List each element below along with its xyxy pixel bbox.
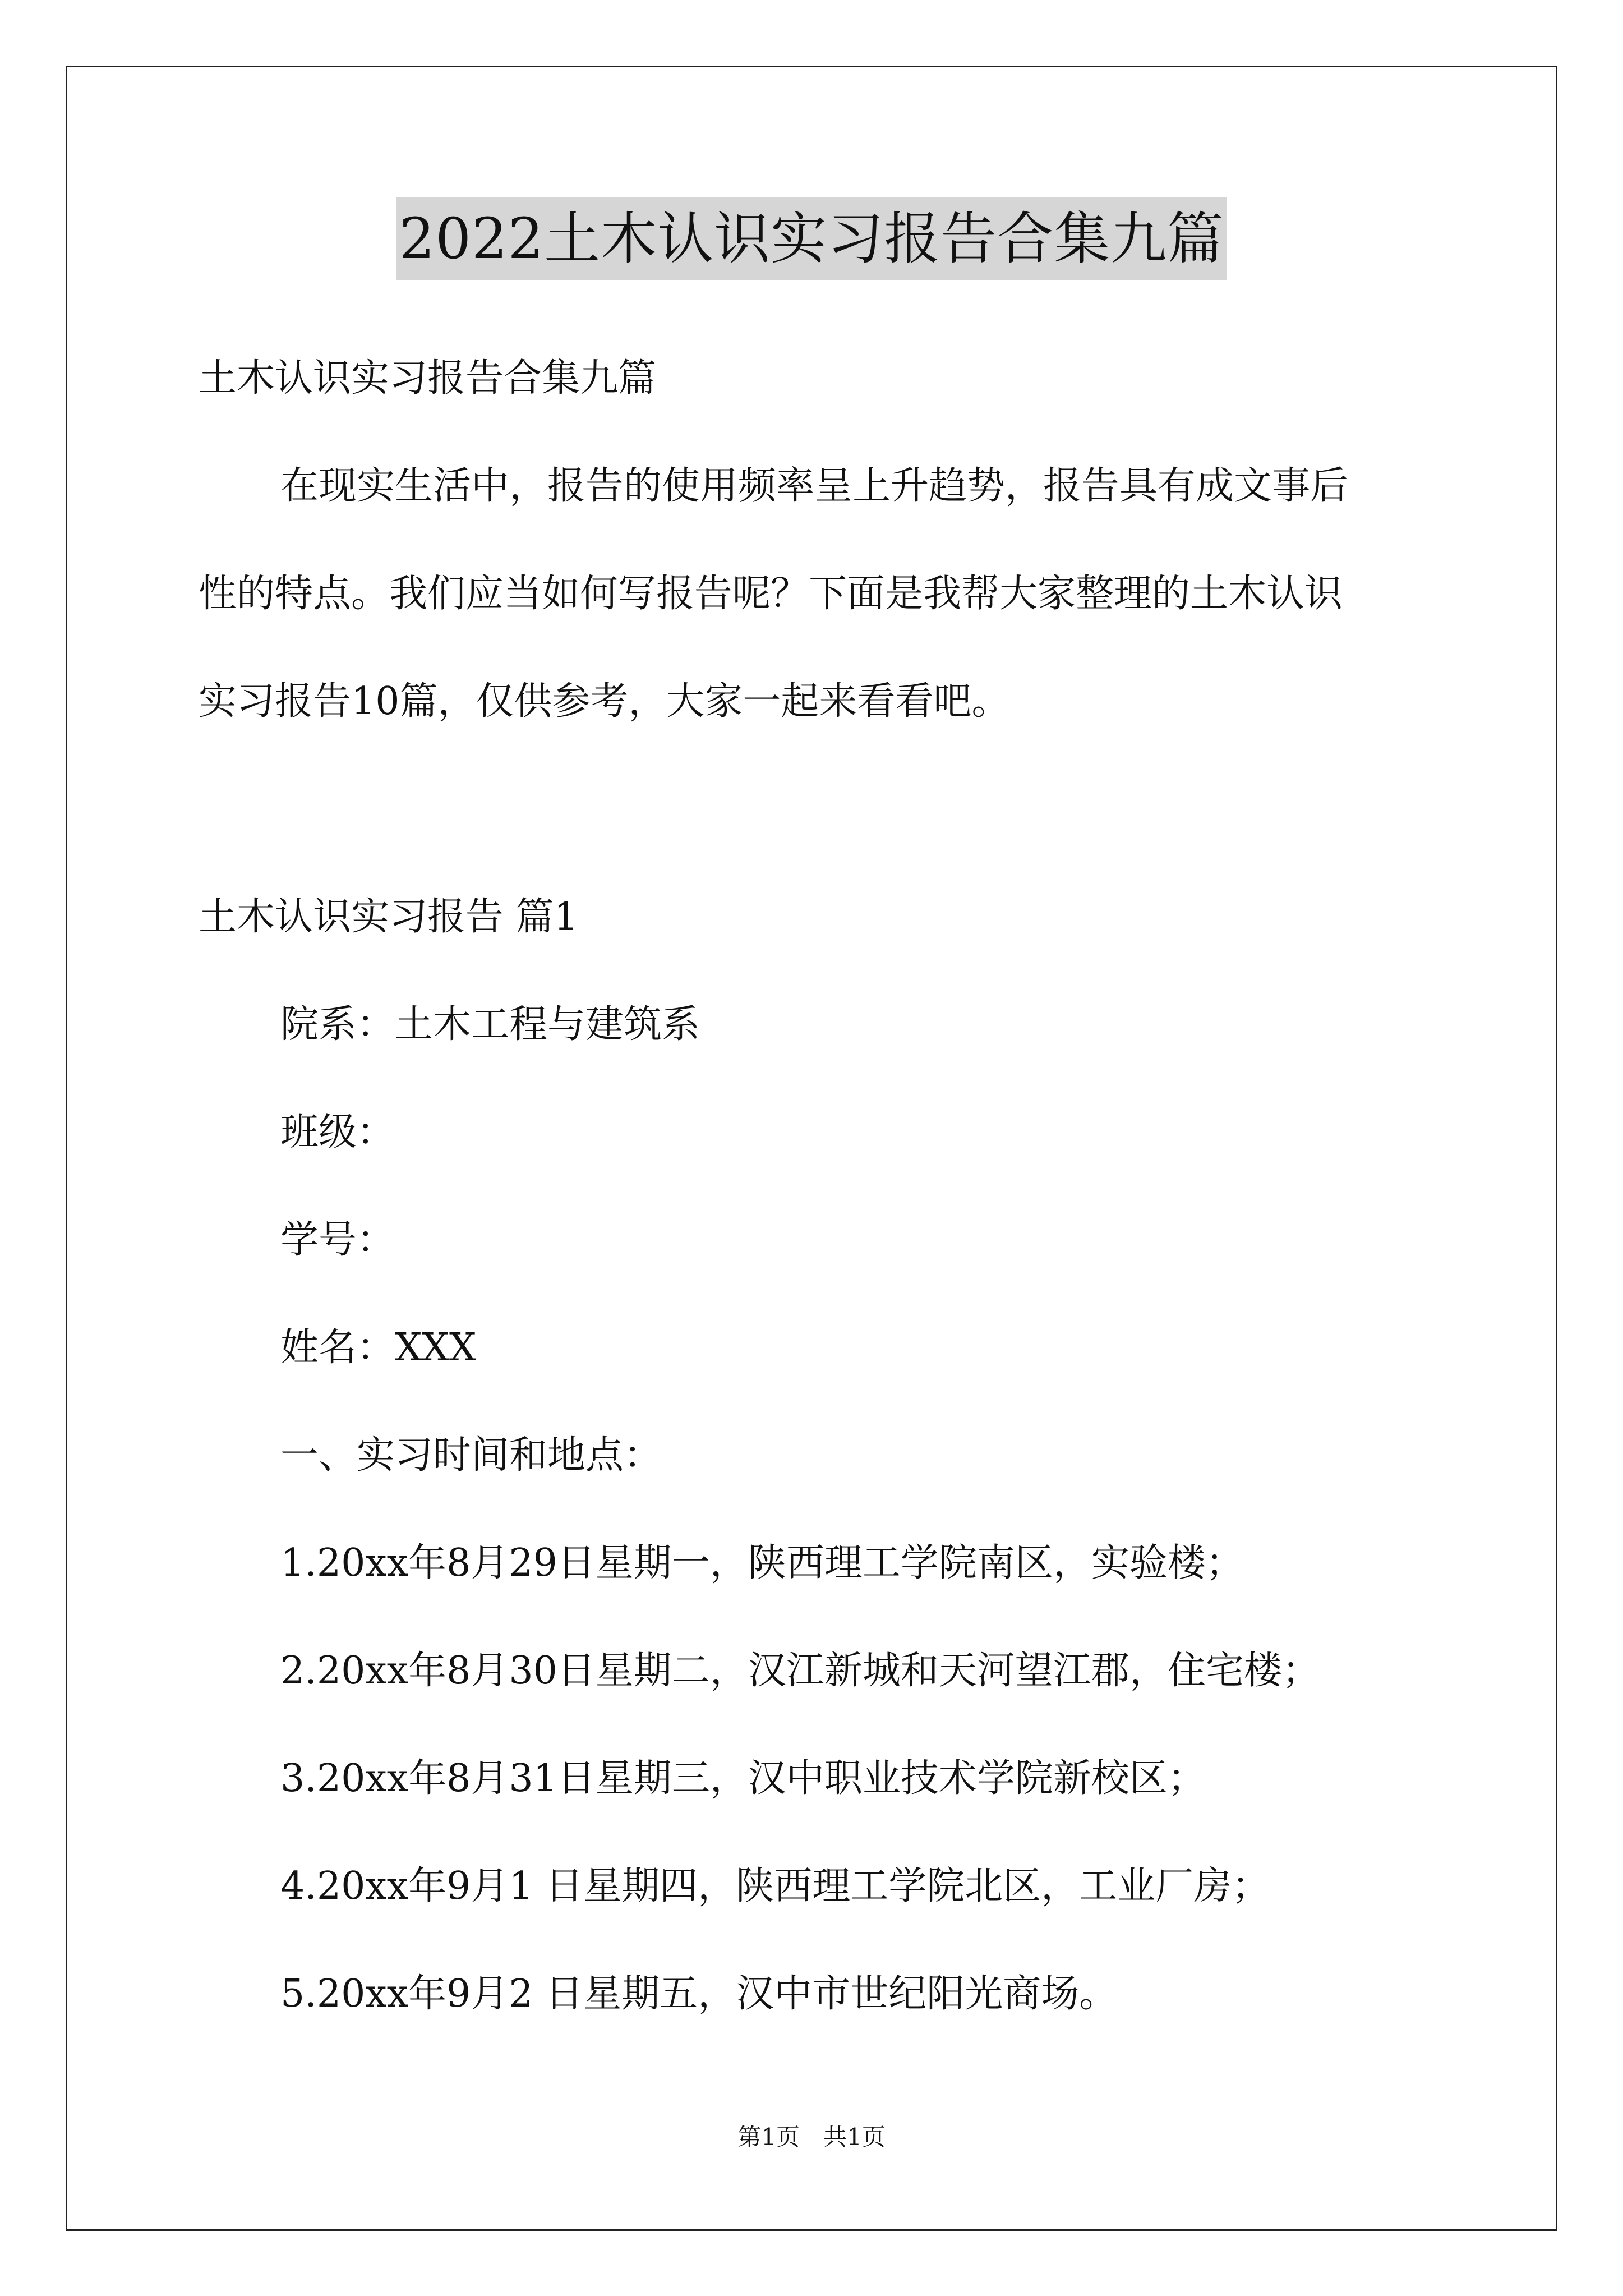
intro-line-2: 性的特点。我们应当如何写报告呢？下面是我帮大家整理的土木认识 <box>199 572 1343 616</box>
class-field: 班级： <box>280 1110 395 1154</box>
document-subtitle: 土木认识实习报告合集九篇 <box>199 356 657 401</box>
intro-line-3: 实习报告10篇，仅供参考，大家一起来看看吧。 <box>199 679 1010 724</box>
section-one-heading: 一、实习时间和地点： <box>280 1433 662 1478</box>
title-container <box>0 197 1623 280</box>
page-footer: 第1页 共1页 <box>737 2123 886 2151</box>
schedule-item-4: 4.20xx年9月1 日星期四，陕西理工学院北区，工业厂房； <box>280 1864 1270 1908</box>
name-field: 姓名：XXX <box>280 1326 477 1370</box>
schedule-item-2: 2.20xx年8月30日星期二，汉江新城和天河望江郡，住宅楼； <box>280 1649 1320 1693</box>
student-id-field: 学号： <box>280 1218 395 1262</box>
department-field: 院系：土木工程与建筑系 <box>280 1002 700 1047</box>
schedule-item-1: 1.20xx年8月29日星期一，陕西理工学院南区，实验楼； <box>280 1541 1244 1585</box>
section-heading: 土木认识实习报告 篇1 <box>199 895 578 939</box>
schedule-item-5: 5.20xx年9月2 日星期五，汉中市世纪阳光商场。 <box>280 1972 1118 2016</box>
document-title: 2022土木认识实习报告合集九篇 <box>396 197 1228 280</box>
intro-line-1: 在现实生活中，报告的使用频率呈上升趋势，报告具有成文事后 <box>280 464 1349 508</box>
schedule-item-3: 3.20xx年8月31日星期三，汉中职业技术学院新校区； <box>280 1756 1206 1801</box>
